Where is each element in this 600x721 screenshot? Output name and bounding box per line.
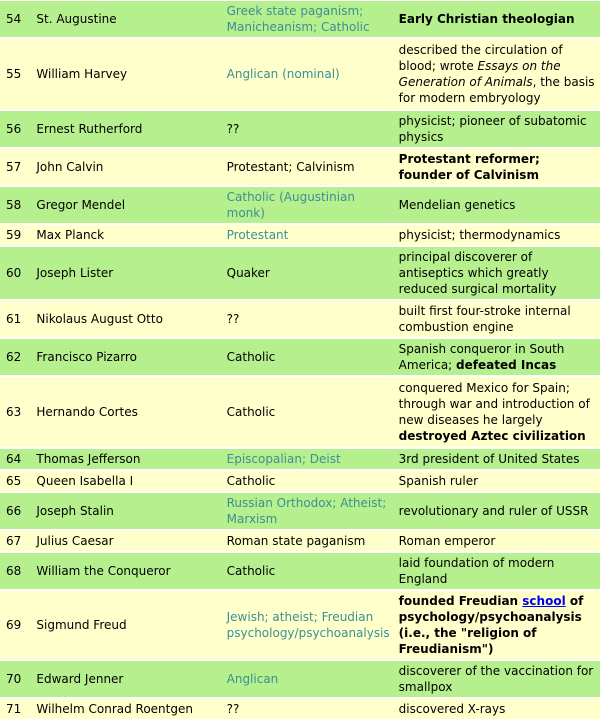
note-text: physicist; thermodynamics [398,228,561,242]
person-name: Queen Isabella I [30,471,220,491]
person-name: St. Augustine [30,1,220,37]
person-name: Edward Jenner [30,661,220,697]
religion-cell [221,699,394,719]
rank-number: 64 [0,449,30,469]
person-name: Sigmund Freud [30,591,220,659]
person-name: John Calvin [30,149,220,185]
religion-text: Catholic [226,564,276,578]
rank-number: 54 [0,1,30,37]
religion-cell [221,377,394,447]
table-row [0,591,600,659]
note-text: Spanish ruler [398,474,479,488]
note-cell [394,661,600,697]
rank-number: 69 [0,591,30,659]
religion-cell [221,187,394,223]
note-text: destroyed Aztec civilization [398,429,586,443]
person-name: Julius Caesar [30,531,220,551]
table-row [0,553,600,589]
table-row [0,339,600,375]
person-name: Francisco Pizarro [30,339,220,375]
note-text: Early Christian theologian [398,12,575,26]
religion-text: Catholic [226,474,276,488]
rank-number: 60 [0,247,30,299]
religion-cell [221,301,394,337]
rank-number: 68 [0,553,30,589]
religion-text: Roman state paganism [226,534,366,548]
person-name: Joseph Lister [30,247,220,299]
religion-text: Catholic [226,350,276,364]
table-row [0,377,600,447]
religion-link[interactable]: Jewish; atheist; Freudian psychology/psychoanalysis [226,610,390,640]
note-text: described the circulation of blood; wrote [398,43,563,73]
note-text: Roman emperor [398,534,496,548]
school-link[interactable]: school [522,594,566,608]
note-text: conquered Mexico for Spain; through war and introduction of new diseases he largely [398,381,590,427]
note-text: built first four-stroke internal combustion engine [398,304,571,334]
religion-text: Catholic [226,405,276,419]
religion-cell [221,531,394,551]
religion-link[interactable]: Greek state paganism; Manicheanism; Catholic [226,4,370,34]
table-row [0,225,600,245]
note-cell [394,247,600,299]
note-cell [394,531,600,551]
note-cell [394,149,600,185]
religion-cell [221,149,394,185]
note-cell [394,1,600,37]
religion-cell [221,471,394,491]
note-text: founded Freudian [398,594,523,608]
rank-number: 56 [0,111,30,147]
table-row [0,531,600,551]
note-cell [394,591,600,659]
religion-link[interactable]: Episcopalian; Deist [226,452,341,466]
note-text: of psychology/psychoanalysis (i.e., the "religion of Freudianism") [398,594,584,656]
religion-cell [221,449,394,469]
note-text: laid foundation of modern England [398,556,555,586]
religion-text: ?? [226,702,240,716]
religion-text: ?? [226,312,240,326]
rank-number: 71 [0,699,30,719]
rank-number: 55 [0,39,30,109]
religion-cell [221,493,394,529]
note-cell [394,493,600,529]
religion-cell [221,39,394,109]
note-cell [394,187,600,223]
note-cell [394,225,600,245]
note-cell [394,301,600,337]
rank-number: 67 [0,531,30,551]
rank-number: 70 [0,661,30,697]
religion-cell [221,339,394,375]
religion-cell [221,591,394,659]
note-cell [394,449,600,469]
religion-cell [221,1,394,37]
note-text: discoverer of the vaccination for smallpox [398,664,594,694]
table-row [0,111,600,147]
person-name: Max Planck [30,225,220,245]
table-row [0,493,600,529]
religion-text: ?? [226,122,240,136]
person-name: Wilhelm Conrad Roentgen [30,699,220,719]
note-cell [394,471,600,491]
table-row [0,301,600,337]
religion-cell [221,247,394,299]
table-row [0,471,600,491]
note-cell [394,39,600,109]
religion-cell [221,553,394,589]
table-row [0,39,600,109]
note-text: principal discoverer of antiseptics which greatly reduced surgical mortality [398,250,557,296]
rank-number: 63 [0,377,30,447]
person-name: Gregor Mendel [30,187,220,223]
rank-number: 58 [0,187,30,223]
table-row [0,699,600,719]
rank-number: 57 [0,149,30,185]
religion-cell [221,111,394,147]
religion-link[interactable]: Anglican [226,672,279,686]
rank-number: 65 [0,471,30,491]
note-text: Mendelian genetics [398,198,516,212]
note-text: physicist; pioneer of subatomic physics [398,114,587,144]
note-text: defeated Incas [456,358,557,372]
note-text: revolutionary and ruler of USSR [398,504,589,518]
person-name: William the Conqueror [30,553,220,589]
person-name: Nikolaus August Otto [30,301,220,337]
ranking-table-body [0,1,600,719]
note-text: discovered X-rays [398,702,506,716]
note-text: Spanish conqueror in South America; [398,342,565,372]
religion-text: Protestant; Calvinism [226,160,355,174]
note-text: Essays on the Generation of Animals [398,59,561,89]
note-cell [394,111,600,147]
rank-number: 62 [0,339,30,375]
person-name: Ernest Rutherford [30,111,220,147]
note-cell [394,377,600,447]
religion-link[interactable]: Russian Orthodox; Atheist; Marxism [226,496,387,526]
note-text: 3rd president of United States [398,452,580,466]
note-cell [394,553,600,589]
rank-number: 61 [0,301,30,337]
table-row [0,149,600,185]
religion-cell [221,661,394,697]
note-text: Protestant reformer; founder of Calvinism [398,152,540,182]
table-row [0,449,600,469]
note-cell [394,339,600,375]
note-cell [394,699,600,719]
religion-text: Quaker [226,266,270,280]
table-row [0,187,600,223]
rank-number: 59 [0,225,30,245]
person-name: Joseph Stalin [30,493,220,529]
religion-link[interactable]: Anglican (nominal) [226,67,340,81]
table-row [0,1,600,37]
table-row [0,247,600,299]
table-row [0,661,600,697]
person-name: William Harvey [30,39,220,109]
person-name: Hernando Cortes [30,377,220,447]
note-text: , the basis for modern embryology [398,75,595,105]
religion-cell [221,225,394,245]
person-name: Thomas Jefferson [30,449,220,469]
rank-number: 66 [0,493,30,529]
religion-link[interactable]: Catholic (Augustinian monk) [226,190,355,220]
religion-link[interactable]: Protestant [226,228,289,242]
